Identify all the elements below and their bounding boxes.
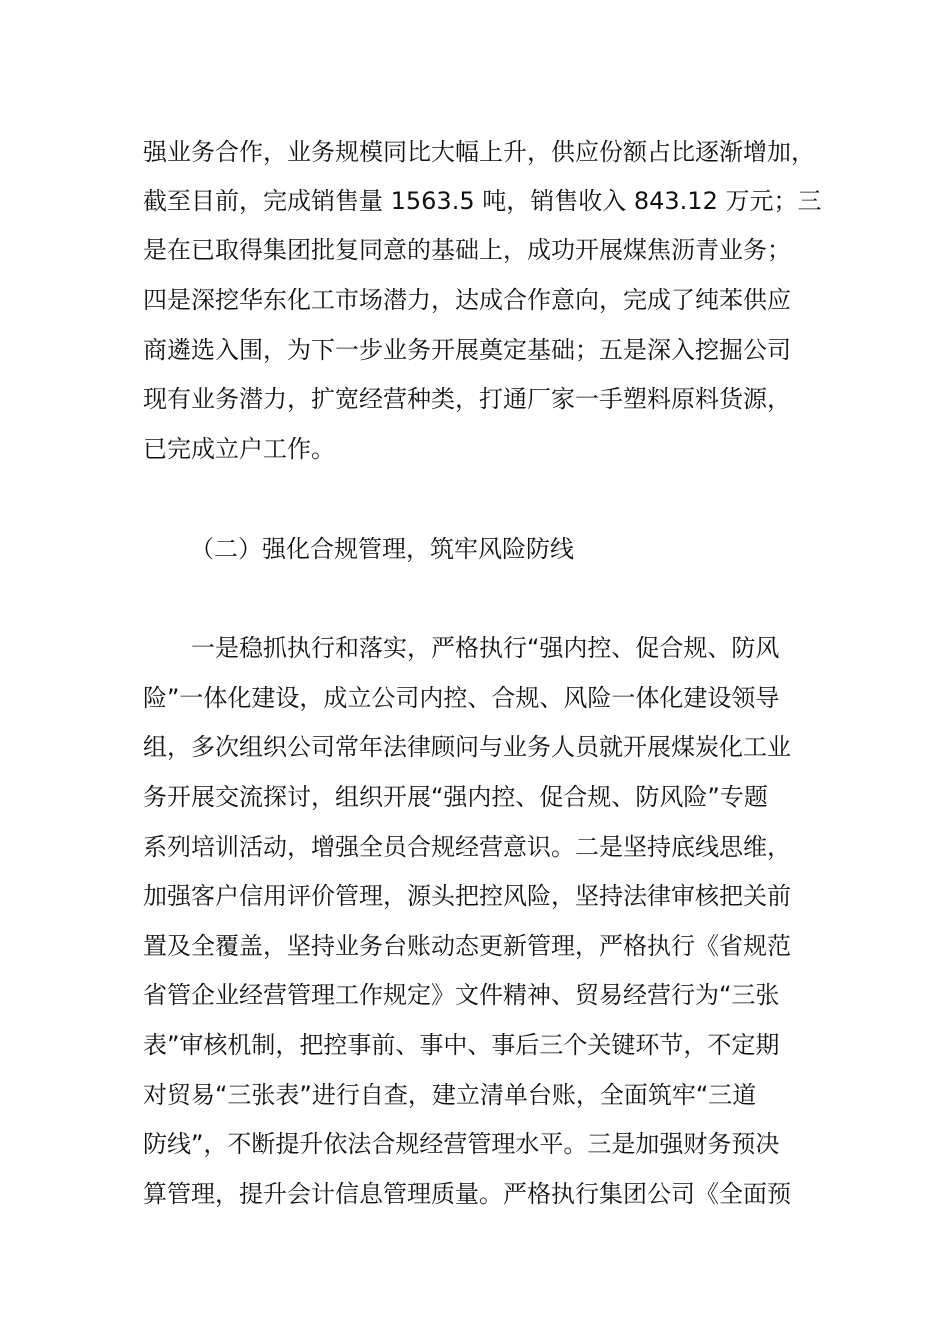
paragraph-2-line-9: 表”审核机制，把控事前、事中、事后三个关键环节，不定期: [143, 1031, 780, 1059]
paragraph-2-line-11: 防线”，不断提升依法合规经营管理水平。三是加强财务预决: [143, 1130, 780, 1158]
paragraph-2-line-12: 算管理，提升会计信息管理质量。严格执行集团公司《全面预: [143, 1180, 791, 1208]
paragraph-2-line-3: 组，多次组织公司常年法律顾问与业务人员就开展煤炭化工业: [143, 733, 791, 761]
paragraph-1-line-4: 四是深挖华东化工市场潜力，达成合作意向，完成了纯苯供应: [143, 286, 791, 314]
paragraph-2-line-4: 务开展交流探讨，组织开展“强内控、促合规、防风险”专题: [143, 783, 768, 811]
paragraph-1-line-7: 已完成立户工作。: [143, 435, 335, 463]
paragraph-2-line-6: 加强客户信用评价管理，源头把控风险，坚持法律审核把关前: [143, 882, 791, 910]
paragraph-1-line-5: 商遴选入围，为下一步业务开展奠定基础；五是深入挖掘公司: [143, 336, 791, 364]
paragraph-2-line-10: 对贸易“三张表”进行自查，建立清单台账，全面筑牢“三道: [143, 1081, 757, 1109]
paragraph-2-line-7: 置及全覆盖，坚持业务台账动态更新管理，严格执行《省规范: [143, 932, 791, 960]
paragraph-2-line-2: 险”一体化建设，成立公司内控、合规、风险一体化建设领导: [143, 684, 780, 712]
paragraph-1-line-3: 是在已取得集团批复同意的基础上，成功开展煤焦沥青业务；: [143, 236, 791, 264]
paragraph-2-line-5: 系列培训活动，增强全员合规经营意识。二是坚持底线思维，: [143, 833, 791, 861]
paragraph-1-line-6: 现有业务潜力，扩宽经营种类，打通厂家一手塑料原料货源，: [143, 385, 791, 413]
paragraph-2-line-8: 省管企业经营管理工作规定》文件精神、贸易经营行为“三张: [143, 981, 780, 1009]
paragraph-1-line-1: 强业务合作，业务规模同比大幅上升，供应份额占比逐渐增加，: [143, 138, 815, 166]
section-heading: （二）强化合规管理，筑牢风险防线: [190, 535, 574, 563]
paragraph-2-line-1: 一是稳抓执行和落实，严格执行“强内控、促合规、防风: [143, 634, 780, 662]
paragraph-1-line-2: 截至目前，完成销售量 1563.5 吨，销售收入 843.12 万元；三: [143, 187, 822, 215]
